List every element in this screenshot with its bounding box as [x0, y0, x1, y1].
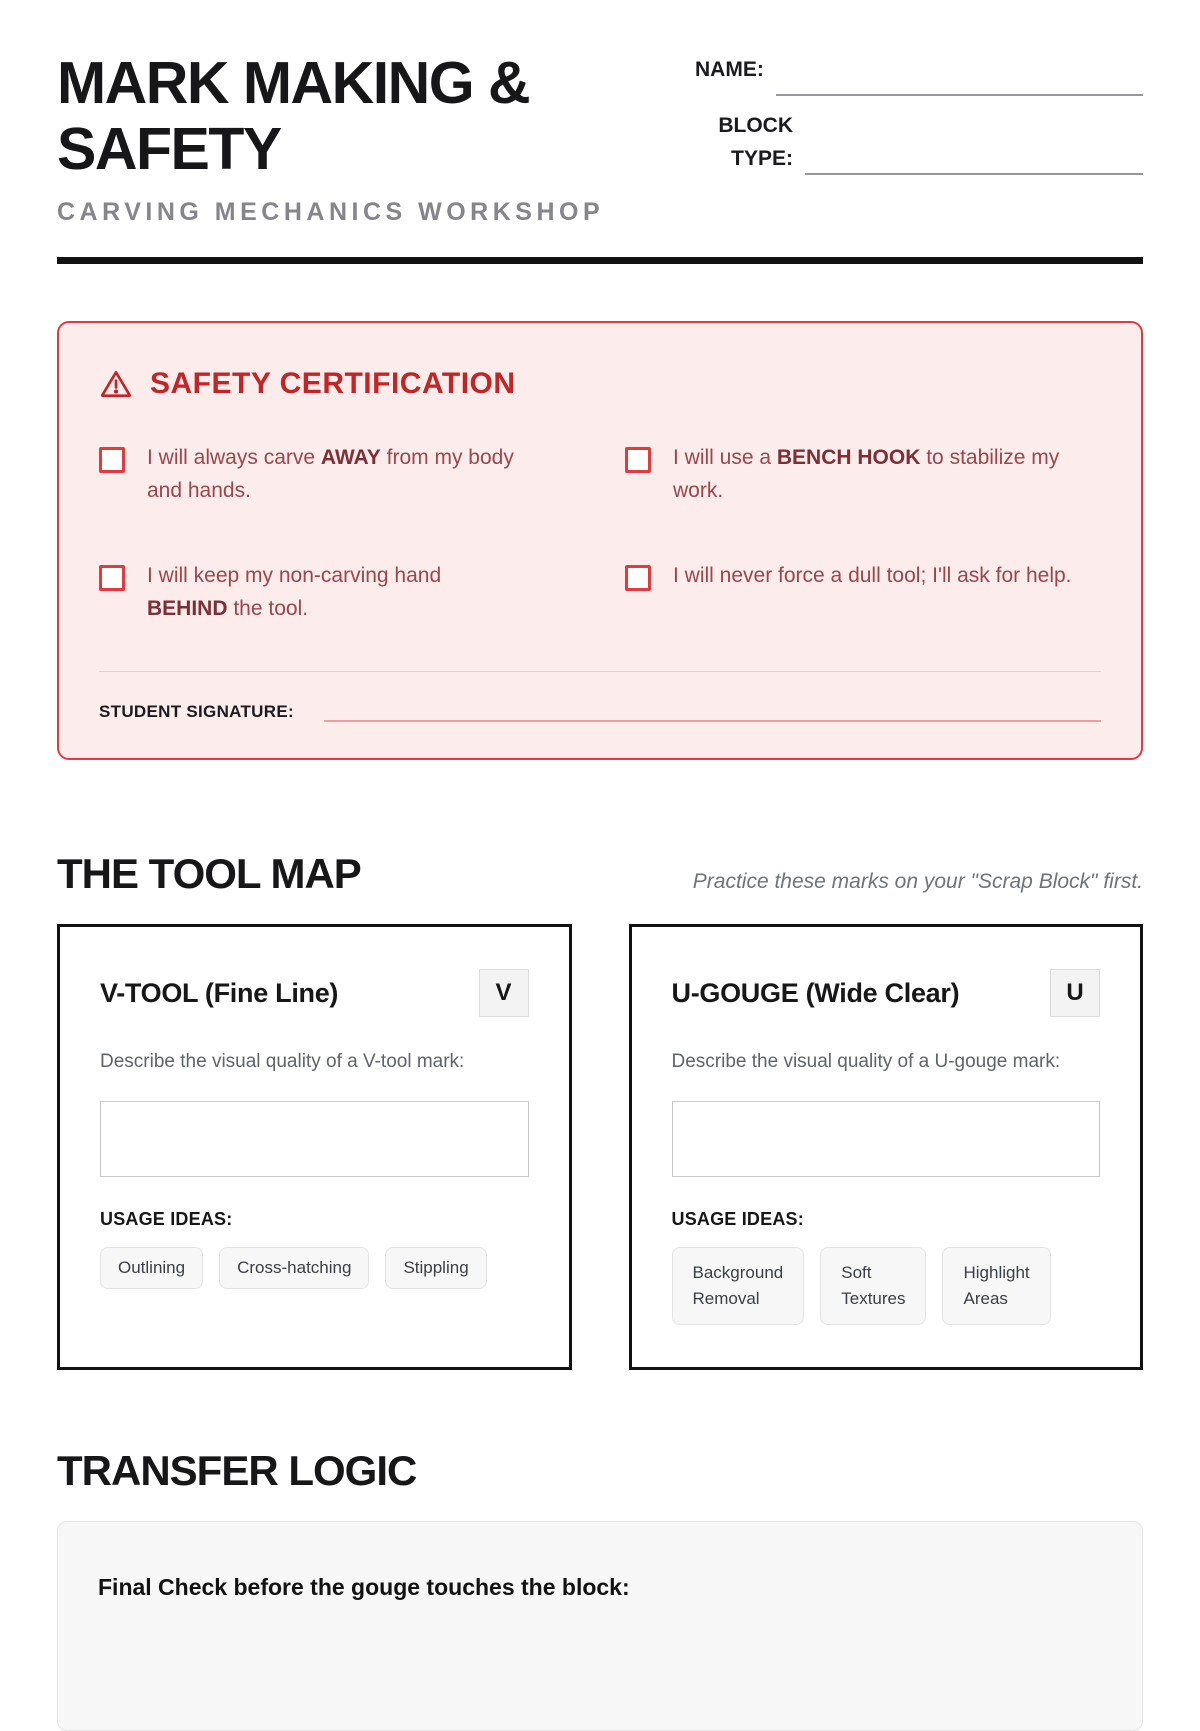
tool-response-box[interactable] [100, 1101, 529, 1177]
signature-row [99, 702, 1101, 722]
transfer-logic-section [57, 1447, 1143, 1731]
safety-check-item [99, 441, 575, 507]
usage-ideas-label: USAGE IDEAS: [671, 1208, 804, 1229]
tool-badge: U [1050, 969, 1100, 1017]
header-titles [57, 50, 677, 227]
usage-chips [672, 1247, 1101, 1326]
tool-prompt: Describe the visual quality of a U-gouge mark: [671, 1051, 1061, 1073]
usage-chip: Highlight Areas [942, 1247, 1050, 1326]
usage-chip: Background Removal [672, 1247, 805, 1326]
usage-chip: Soft Textures [820, 1247, 926, 1326]
tool-name: U-GOUGE (Wide Clear) [671, 978, 960, 1009]
name-label: NAME: [695, 58, 764, 81]
id-form [695, 50, 1143, 227]
tool-card [629, 924, 1144, 1370]
safety-check-text: I will keep my non-carving hand BEHIND the tool. [147, 564, 442, 621]
safety-checkbox[interactable] [99, 447, 125, 473]
safety-check-text: I will never force a dull tool; I'll ask for help. [673, 564, 1072, 588]
tool-map-heading: THE TOOL MAP [57, 850, 361, 898]
tool-card-header [672, 969, 1101, 1017]
tool-name: V-TOOL (Fine Line) [100, 978, 339, 1009]
usage-chip: Stippling [385, 1247, 486, 1289]
tool-map-header [57, 850, 1143, 898]
page-subtitle: CARVING MECHANICS WORKSHOP [57, 198, 605, 227]
safety-title-row [99, 367, 1101, 401]
tool-map-section [57, 850, 1143, 1370]
header-divider-rule [57, 257, 1143, 264]
safety-check-text: I will use a BENCH HOOK to stabilize my work. [673, 446, 1060, 503]
safety-checkbox[interactable] [625, 565, 651, 591]
safety-certification-panel [57, 321, 1143, 760]
usage-chips [100, 1247, 529, 1289]
tool-cards [57, 924, 1143, 1370]
safety-checklist [99, 441, 1101, 625]
usage-chip: Cross-hatching [219, 1247, 369, 1289]
safety-title: SAFETY CERTIFICATION [150, 367, 516, 401]
safety-divider [99, 671, 1101, 672]
block-type-field-row [695, 110, 1143, 175]
safety-checkbox[interactable] [625, 447, 651, 473]
signature-label: STUDENT SIGNATURE: [99, 702, 294, 722]
transfer-final-check-panel [57, 1521, 1143, 1731]
tool-card-header [100, 969, 529, 1017]
safety-checkbox[interactable] [99, 565, 125, 591]
block-type-label: BLOCK TYPE: [718, 114, 793, 170]
final-check-label: Final Check before the gouge touches the block: [98, 1574, 630, 1601]
safety-check-item [625, 441, 1101, 507]
transfer-logic-heading: TRANSFER LOGIC [57, 1447, 417, 1495]
usage-chip: Outlining [100, 1247, 203, 1289]
page-title: MARK MAKING & SAFETY [57, 50, 530, 183]
tool-badge: V [479, 969, 529, 1017]
signature-input-line[interactable] [324, 710, 1101, 722]
block-type-input-line[interactable] [805, 173, 1143, 175]
header [57, 50, 1143, 227]
warning-triangle-icon [99, 368, 133, 400]
tool-prompt: Describe the visual quality of a V-tool mark: [100, 1051, 465, 1073]
safety-check-item [625, 559, 1101, 625]
tool-card [57, 924, 572, 1370]
tool-map-hint: Practice these marks on your "Scrap Block" first. [692, 870, 1143, 894]
tool-response-box[interactable] [672, 1101, 1101, 1177]
safety-check-item [99, 559, 575, 625]
name-input-line[interactable] [776, 94, 1143, 96]
usage-ideas-label: USAGE IDEAS: [100, 1208, 233, 1229]
name-field-row [695, 58, 1143, 96]
safety-check-text: I will always carve AWAY from my body and hands. [147, 446, 514, 503]
